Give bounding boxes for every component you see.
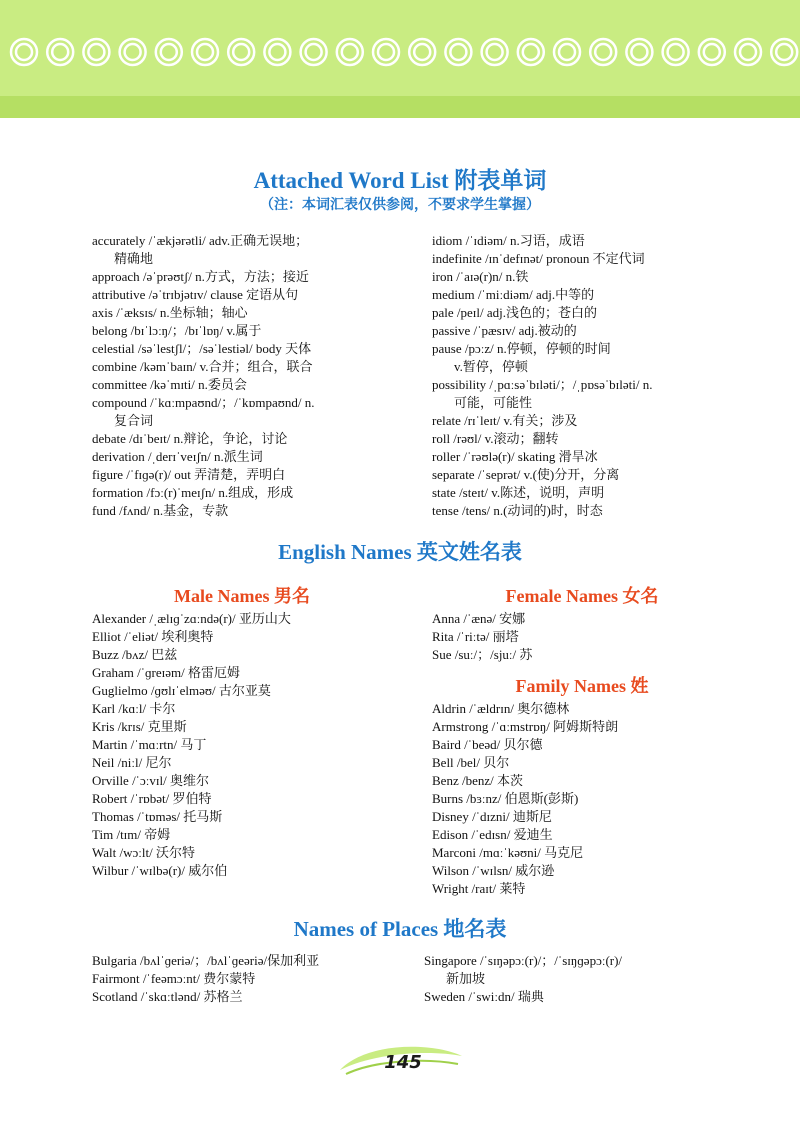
family-name-entry: Baird /ˈbeəd/ 贝尔德: [432, 737, 543, 752]
male-name-entry: Kris /krɪs/ 克里斯: [92, 719, 187, 734]
word-entry: derivation /ˌderɪˈveɪʃn/ n.派生词: [92, 449, 263, 464]
word-list-note: （注：本词汇表仅供参阅，不要求学生掌握）: [260, 197, 540, 213]
word-entry: formation /fɔː(r)ˈmeɪʃn/ n.组成，形成: [92, 485, 294, 500]
word-entry: pale /peɪl/ adj.浅色的；苍白的: [432, 305, 598, 320]
ring-icon: [523, 44, 539, 60]
word-entry: combine /kəmˈbaɪn/ v.合并；组合，联合: [92, 359, 313, 374]
english-names-title: English Names 英文姓名表: [278, 540, 522, 564]
word-entry: 可能，可能性: [454, 395, 533, 410]
male-name-entry: Wilbur /ˈwɪlbə(r)/ 威尔伯: [92, 863, 228, 878]
male-names-list: [92, 610, 412, 880]
word-entry: roller /ˈrəʊlə(r)/ skating 滑旱冰: [432, 449, 598, 464]
word-entry: separate /ˈseprət/ v.(使)分开，分离: [432, 467, 620, 482]
word-entry: idiom /ˈɪdiəm/ n.习语，成语: [432, 233, 585, 248]
word-entry: relate /rɪˈleɪt/ v.有关；涉及: [432, 413, 578, 428]
word-entry: axis /ˈæksɪs/ n.坐标轴；轴心: [92, 305, 248, 320]
ring-icon: [631, 44, 647, 60]
family-name-entry: Burns /bɜːnz/ 伯恩斯(彭斯): [432, 791, 579, 806]
ring-icon: [704, 44, 720, 60]
word-list-title: Attached Word List 附表单词: [253, 168, 547, 193]
places-list-left: [92, 952, 412, 1006]
male-name-entry: Alexander /ˌælɪɡˈzɑːndə(r)/ 亚历山大: [92, 611, 291, 626]
word-entry: celestial /səˈlestʃl/；/səˈlestiəl/ body 天体: [92, 341, 312, 356]
ring-icon: [740, 44, 756, 60]
male-name-entry: Thomas /ˈtɒməs/ 托马斯: [92, 809, 223, 824]
ring-icon: [414, 44, 430, 60]
place-entry: Bulgaria /bʌlˈɡeriə/；/bʌlˈɡeəriə/保加利亚: [92, 953, 320, 968]
female-names-heading: Female Names 女名: [505, 586, 659, 606]
word-entry: 精确地: [114, 251, 154, 266]
word-entry: roll /rəʊl/ v.滚动；翻转: [432, 431, 559, 446]
word-entry: approach /əˈprəʊtʃ/ n.方式，方法；接近: [92, 269, 309, 284]
female-name-entry: Rita /ˈriːtə/ 丽塔: [432, 629, 519, 644]
ring-icon: [269, 44, 285, 60]
family-name-entry: Armstrong /ˈɑːmstrɒŋ/ 阿姆斯特朗: [432, 719, 619, 734]
word-list-left: [92, 232, 412, 520]
word-entry: state /steɪt/ v.陈述，说明，声明: [432, 485, 605, 500]
word-entry: iron /ˈaɪə(r)n/ n.铁: [432, 269, 529, 284]
family-name-entry: Disney /ˈdɪzni/ 迪斯尼: [432, 809, 552, 824]
word-entry: belong /bɪˈlɔːŋ/；/bɪˈlɒŋ/ v.属于: [92, 323, 262, 338]
female-name-entry: Sue /suː/；/sjuː/ 苏: [432, 647, 533, 662]
male-name-entry: Robert /ˈrɒbət/ 罗伯特: [92, 791, 212, 806]
male-name-entry: Elliot /ˈeliət/ 埃利奥特: [92, 629, 214, 644]
places-title: Names of Places 地名表: [293, 917, 507, 941]
family-name-entry: Wright /raɪt/ 莱特: [432, 881, 526, 896]
header-strip: [0, 96, 800, 118]
family-name-entry: Edison /ˈedɪsn/ 爱迪生: [432, 827, 553, 842]
word-entry: 复合词: [114, 413, 154, 428]
word-entry: passive /ˈpæsɪv/ adj.被动的: [432, 323, 577, 338]
place-entry: 新加坡: [446, 971, 486, 986]
place-entry: Fairmont /ˈfeəmɔːnt/ 费尔蒙特: [92, 971, 256, 986]
family-name-entry: Aldrin /ˈældrɪn/ 奥尔德林: [432, 701, 570, 716]
ring-icon: [16, 44, 32, 60]
word-entry: v.暂停，停顿: [454, 359, 528, 374]
male-name-entry: Walt /wɔːlt/ 沃尔特: [92, 845, 195, 860]
word-entry: pause /pɔːz/ n.停顿，停顿的时间: [432, 341, 611, 356]
male-name-entry: Graham /ˈɡreɪəm/ 格雷厄姆: [92, 665, 241, 680]
female-name-entry: Anna /ˈænə/ 安娜: [432, 611, 526, 626]
word-entry: compound /ˈkɑːmpaʊnd/；/ˈkɒmpaʊnd/ n.: [92, 395, 315, 410]
word-entry: accurately /ˈækjərətli/ adv.正确无误地；: [92, 233, 309, 248]
male-name-entry: Buzz /bʌz/ 巴兹: [92, 647, 178, 662]
word-list-right: [432, 232, 762, 520]
family-name-entry: Marconi /mɑːˈkəʊni/ 马克尼: [432, 845, 584, 860]
family-name-entry: Benz /benz/ 本茨: [432, 773, 523, 788]
male-name-entry: Karl /kɑːl/ 卡尔: [92, 701, 176, 716]
ring-icon: [306, 44, 322, 60]
ring-icon: [378, 44, 394, 60]
ring-icon: [342, 44, 358, 60]
ring-icon: [125, 44, 141, 60]
places-list-right: [424, 952, 754, 1006]
family-name-entry: Wilson /ˈwɪlsn/ 威尔逊: [432, 863, 555, 878]
male-name-entry: Tim /tɪm/ 帝姆: [92, 827, 171, 842]
word-entry: fund /fʌnd/ n.基金，专款: [92, 503, 229, 518]
word-entry: tense /tens/ n.(动词的)时，时态: [432, 503, 603, 518]
word-entry: medium /ˈmiːdiəm/ adj.中等的: [432, 287, 595, 302]
family-name-entry: Bell /bel/ 贝尔: [432, 755, 510, 770]
place-entry: Sweden /ˈswiːdn/ 瑞典: [424, 989, 544, 1004]
ring-icon: [776, 44, 792, 60]
ring-icon: [52, 44, 68, 60]
word-entry: figure /ˈfɪɡə(r)/ out 弄清楚，弄明白: [92, 467, 286, 482]
ring-icon: [450, 44, 466, 60]
male-name-entry: Orville /ˈɔːvɪl/ 奥维尔: [92, 773, 209, 788]
page-number: 145: [384, 1052, 422, 1073]
ring-icon: [197, 44, 213, 60]
word-entry: indefinite /ɪnˈdefɪnət/ pronoun 不定代词: [432, 251, 645, 266]
ring-decoration: [0, 0, 800, 96]
ring-icon: [161, 44, 177, 60]
ring-icon: [559, 44, 575, 60]
word-entry: committee /kəˈmɪti/ n.委员会: [92, 377, 247, 392]
ring-icon: [668, 44, 684, 60]
word-entry: possibility /ˌpɑːsəˈbɪləti/；/ˌpɒsəˈbɪləti/ n.: [432, 377, 653, 392]
ring-icon: [487, 44, 503, 60]
word-entry: attributive /əˈtrɪbjətɪv/ clause 定语从句: [92, 287, 299, 302]
ring-icon: [233, 44, 249, 60]
ring-icon: [88, 44, 104, 60]
male-names-heading: Male Names 男名: [174, 586, 310, 606]
female-names-list: [432, 610, 752, 664]
ring-icon: [595, 44, 611, 60]
male-name-entry: Guglielmo /ɡʊlɪˈelməʊ/ 古尔亚莫: [92, 683, 271, 698]
male-name-entry: Neil /niːl/ 尼尔: [92, 755, 172, 770]
place-entry: Scotland /ˈskɑːtlənd/ 苏格兰: [92, 989, 243, 1004]
place-entry: Singapore /ˈsɪŋəpɔː(r)/；/ˈsɪŋɡəpɔː(r)/: [424, 953, 623, 968]
family-names-heading: Family Names 姓: [515, 676, 649, 696]
word-entry: debate /dɪˈbeɪt/ n.辩论，争论，讨论: [92, 431, 288, 446]
family-names-list: [432, 700, 752, 898]
male-name-entry: Martin /ˈmɑːrtn/ 马丁: [92, 737, 207, 752]
